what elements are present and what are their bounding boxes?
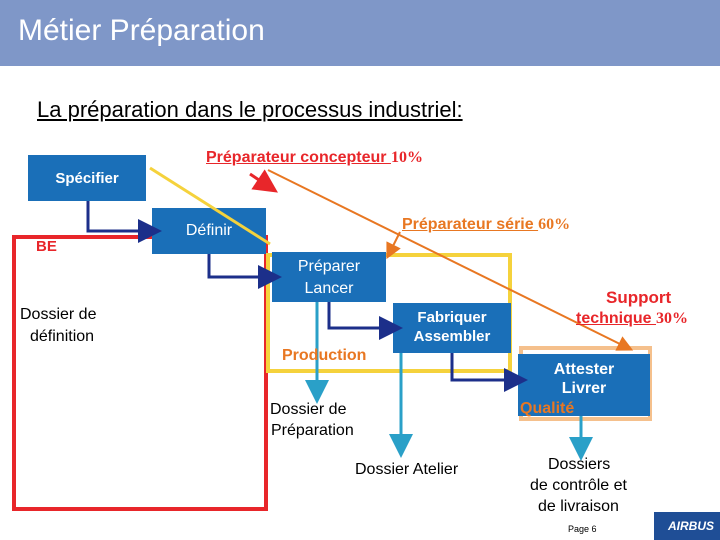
orange-arrow-preparer xyxy=(390,232,400,252)
support-technique-line1: Support xyxy=(606,288,672,307)
airbus-logo xyxy=(654,512,720,540)
logo-text: AIRBUS xyxy=(667,519,714,533)
definir-label: Définir xyxy=(185,222,233,239)
connector-specifier-definir xyxy=(88,201,150,231)
preparateur-serie-text: Préparateur série xyxy=(402,216,539,233)
support-technique-pct: 30% xyxy=(656,310,689,327)
dossier-atelier-label: Dossier Atelier xyxy=(355,461,459,478)
dossier-preparation-line1: Dossier de xyxy=(270,401,347,418)
qualite-label: Qualité xyxy=(520,400,575,417)
connector-preparer-fabriquer xyxy=(329,302,391,328)
preparateur-concepteur-text: Préparateur concepteur xyxy=(206,149,391,166)
preparateur-serie-label xyxy=(402,216,570,234)
page-number: Page 6 xyxy=(568,524,597,534)
dossier-preparation-line2: Préparation xyxy=(271,422,354,439)
subtitle: La préparation dans le processus industriel: xyxy=(37,97,463,122)
livrer-label: Livrer xyxy=(561,380,607,397)
preparateur-concepteur-label xyxy=(206,149,423,167)
dossiers-controle-line2: de contrôle et xyxy=(530,477,627,494)
support-technique-line2 xyxy=(576,310,688,328)
connector-definir-preparer xyxy=(209,254,270,277)
assembler-label: Assembler xyxy=(413,328,491,345)
support-technique-text: technique xyxy=(576,310,657,327)
dossiers-controle-line1: Dossiers xyxy=(548,456,611,473)
lancer-label: Lancer xyxy=(304,280,354,297)
specifier-label: Spécifier xyxy=(55,170,119,187)
preparateur-concepteur-pct: 10% xyxy=(390,149,423,166)
dossier-definition-line1: Dossier de xyxy=(20,306,97,323)
attester-label: Attester xyxy=(553,361,615,378)
dossiers-controle-line3: de livraison xyxy=(538,498,619,515)
production-label: Production xyxy=(282,347,367,364)
orange-diagonal xyxy=(268,170,626,347)
yellow-diagonal xyxy=(150,168,270,244)
fabriquer-label: Fabriquer xyxy=(417,309,487,326)
red-diagonal xyxy=(250,174,268,186)
page-title: Métier Préparation xyxy=(18,14,265,47)
be-label: BE xyxy=(36,238,57,255)
preparateur-serie-pct: 60% xyxy=(538,216,571,233)
dossier-definition-line2: définition xyxy=(30,328,95,345)
preparer-label: Préparer xyxy=(297,258,361,275)
connector-fabriquer-attester xyxy=(452,353,516,380)
